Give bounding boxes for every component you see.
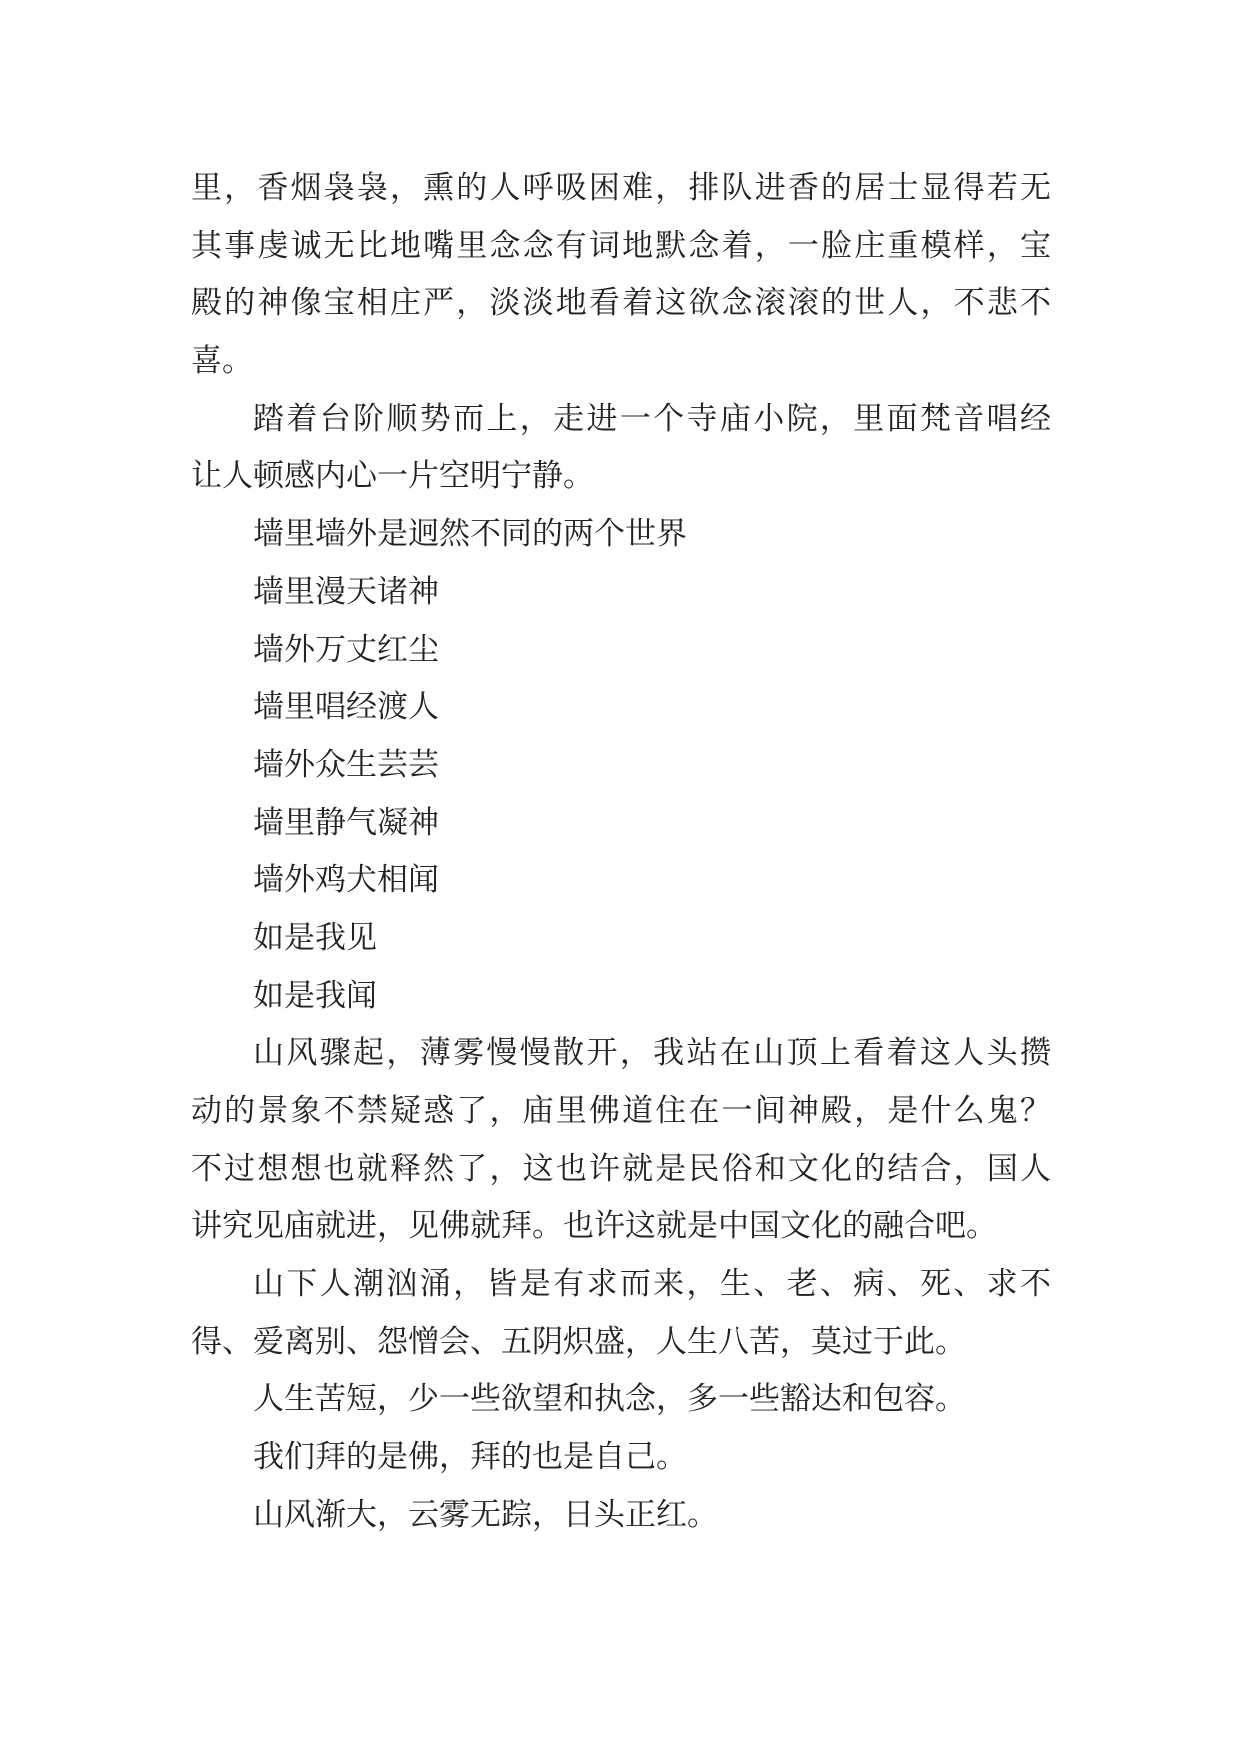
- text-line: 山下人潮汹涌，皆是有求而来，生、老、病、死、求不: [253, 1266, 1051, 1303]
- verse-line: 如是我见: [253, 919, 377, 956]
- text-line: 动的景象不禁疑惑了，庙里佛道住在一间神殿，是什么鬼？: [191, 1093, 1051, 1129]
- verse-line: 如是我闻: [253, 977, 377, 1014]
- text-line: 让人顿感内心一片空明宁静。: [191, 458, 594, 495]
- verse-line: 墙里唱经渡人: [253, 689, 439, 726]
- verse-line: 墙里墙外是迥然不同的两个世界: [253, 516, 687, 553]
- text-line: 山风渐大，云雾无踪，日头正红。: [253, 1496, 718, 1533]
- text-line: 踏着台阶顺势而上，走进一个寺庙小院，里面梵音唱经: [253, 400, 1051, 437]
- verse-line: 墙里静气凝神: [253, 804, 439, 841]
- text-line: 得、爱离别、怨憎会、五阴炽盛，人生八苦，莫过于此。: [191, 1323, 966, 1360]
- verse-line: 墙里漫天诸神: [253, 573, 439, 610]
- text-line: 殿的神像宝相庄严，淡淡地看着这欲念滚滚的世人，不悲不: [191, 285, 1051, 322]
- verse-line: 墙外万丈红尘: [253, 631, 439, 668]
- text-line: 我们拜的是佛，拜的也是自己。: [253, 1439, 687, 1476]
- text-line: 其事虔诚无比地嘴里念念有词地默念着，一脸庄重模样，宝: [191, 227, 1051, 264]
- text-line: 喜。: [191, 343, 253, 380]
- text-line: 山风骤起，薄雾慢慢散开，我站在山顶上看着这人头攒: [253, 1035, 1051, 1072]
- text-line: 里，香烟袅袅，熏的人呼吸困难，排队进香的居士显得若无: [191, 170, 1051, 206]
- verse-line: 墙外鸡犬相闻: [253, 862, 439, 899]
- text-line: 人生苦短，少一些欲望和执念，多一些豁达和包容。: [253, 1381, 966, 1418]
- verse-line: 墙外众生芸芸: [253, 746, 439, 783]
- article-body: [191, 160, 1051, 1545]
- text-line: 不过想想也就释然了，这也许就是民俗和文化的结合，国人: [191, 1150, 1051, 1187]
- text-line: 讲究见庙就进，见佛就拜。也许这就是中国文化的融合吧。: [191, 1208, 997, 1245]
